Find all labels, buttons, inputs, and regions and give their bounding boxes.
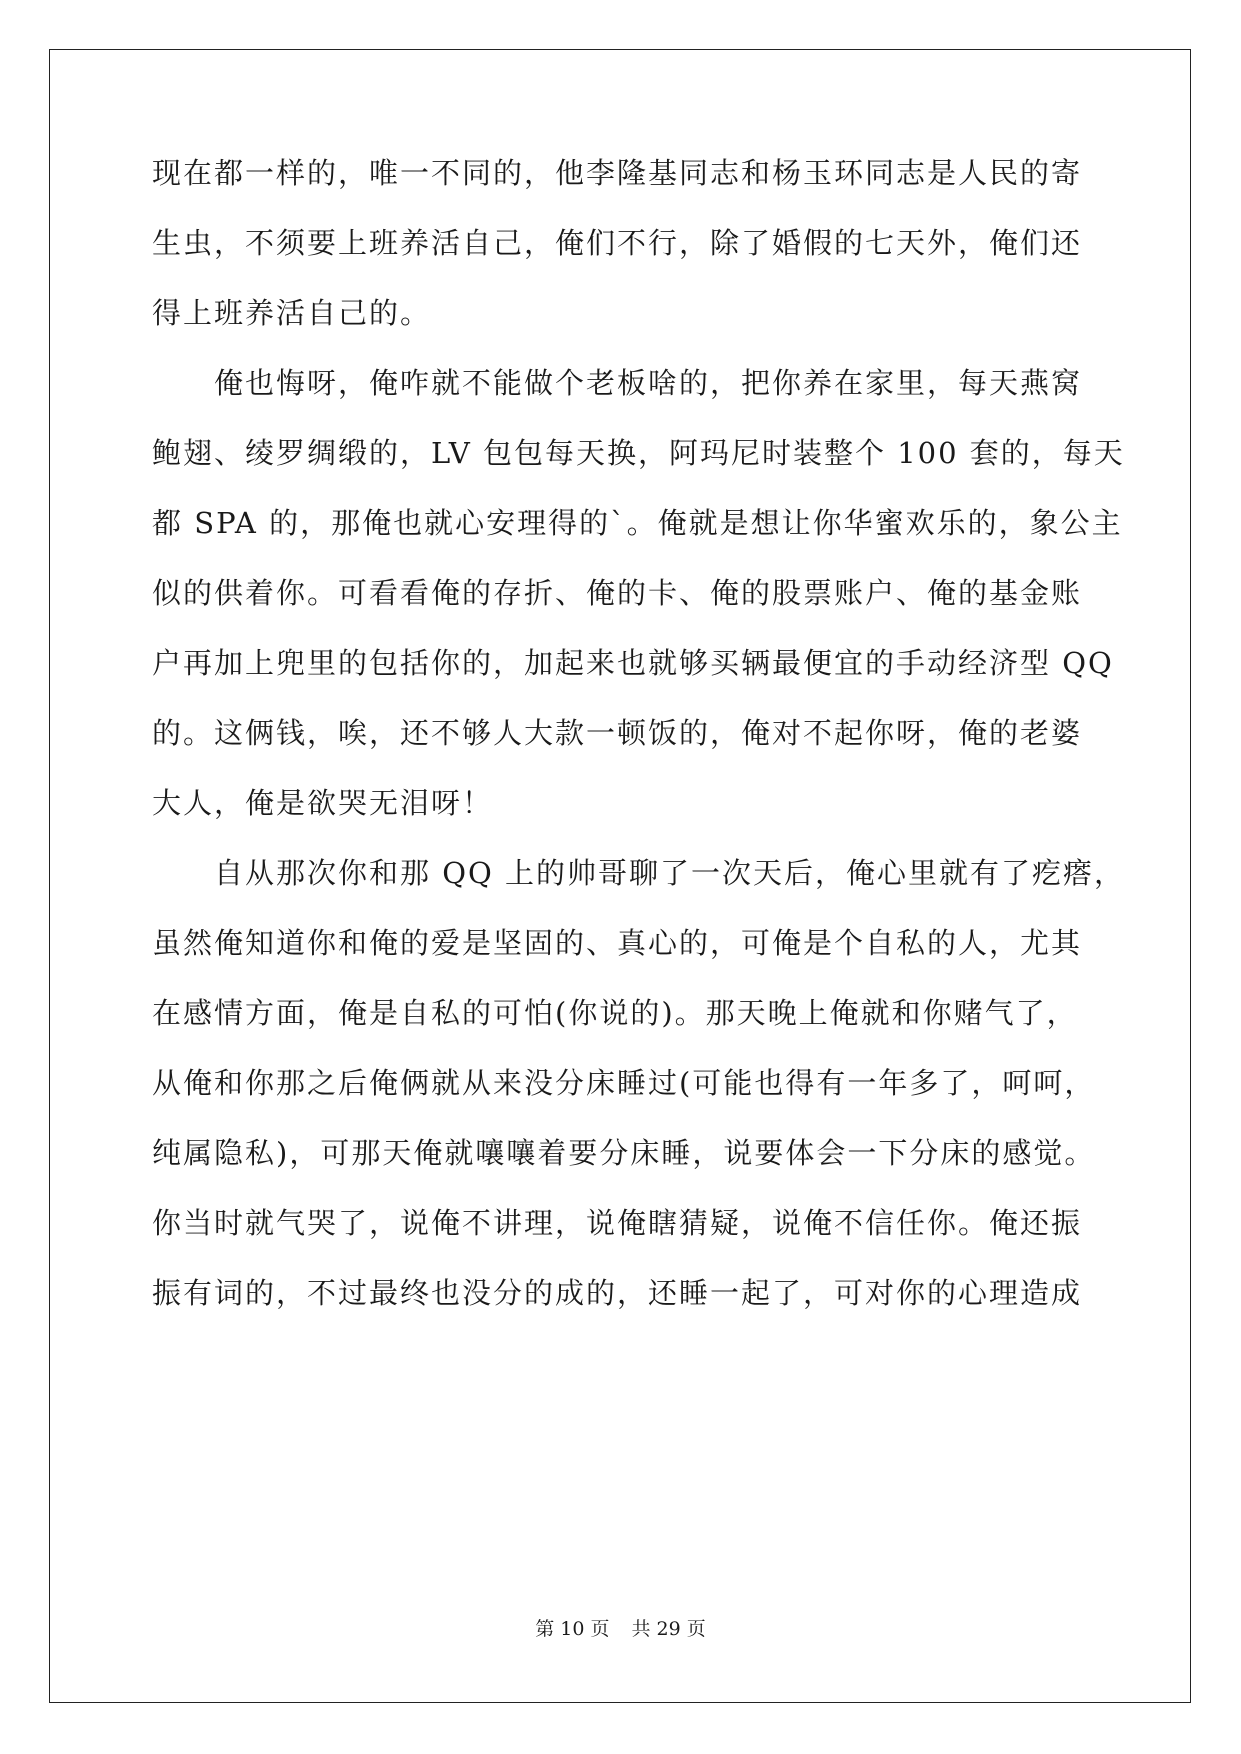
- text-line: 得上班养活自己的。: [152, 296, 432, 330]
- text-line: 从俺和你那之后俺俩就从来没分床睡过(可能也得有一年多了，呵呵，: [152, 1066, 1096, 1100]
- page-number: 第 10 页: [535, 1618, 610, 1640]
- text-line: 的。这俩钱，唉，还不够人大款一顿饭的，俺对不起你呀，俺的老婆: [152, 716, 1083, 750]
- text-line: 你当时就气哭了，说俺不讲理，说俺瞎猜疑，说俺不信任你。俺还振: [152, 1206, 1083, 1240]
- text-line: 在感情方面，俺是自私的可怕(你说的)。那天晚上俺就和你赌气了，: [152, 996, 1078, 1030]
- page-total: 共 29 页: [631, 1618, 706, 1640]
- text-line: 鲍翅、绫罗绸缎的，LV 包包每天换，阿玛尼时装整个 100 套的，每天: [152, 436, 1125, 470]
- page-footer: [0, 1617, 1241, 1641]
- text-line: 都 SPA 的，那俺也就心安理得的`。俺就是想让你华蜜欢乐的，象公主: [152, 506, 1123, 540]
- text-line: 似的供着你。可看看俺的存折、俺的卡、俺的股票账户、俺的基金账: [152, 576, 1083, 610]
- text-line: 户再加上兜里的包括你的，加起来也就够买辆最便宜的手动经济型 QQ: [152, 646, 1114, 680]
- text-line: 现在都一样的，唯一不同的，他李隆基同志和杨玉环同志是人民的寄: [152, 156, 1083, 190]
- text-line: 大人，俺是欲哭无泪呀！: [152, 786, 494, 820]
- text-line: 纯属隐私)，可那天俺就嚷嚷着要分床睡，说要体会一下分床的感觉。: [152, 1136, 1096, 1170]
- text-line: 自从那次你和那 QQ 上的帅哥聊了一次天后，俺心里就有了疙瘩，: [152, 856, 1125, 890]
- text-line: 虽然俺知道你和俺的爱是坚固的、真心的，可俺是个自私的人，尤其: [152, 926, 1083, 960]
- text-line: 俺也悔呀，俺咋就不能做个老板啥的，把你养在家里，每天燕窝: [152, 366, 1083, 400]
- text-line: 振有词的，不过最终也没分的成的，还睡一起了，可对你的心理造成: [152, 1276, 1083, 1310]
- text-line: 生虫，不须要上班养活自己，俺们不行，除了婚假的七天外，俺们还: [152, 226, 1083, 260]
